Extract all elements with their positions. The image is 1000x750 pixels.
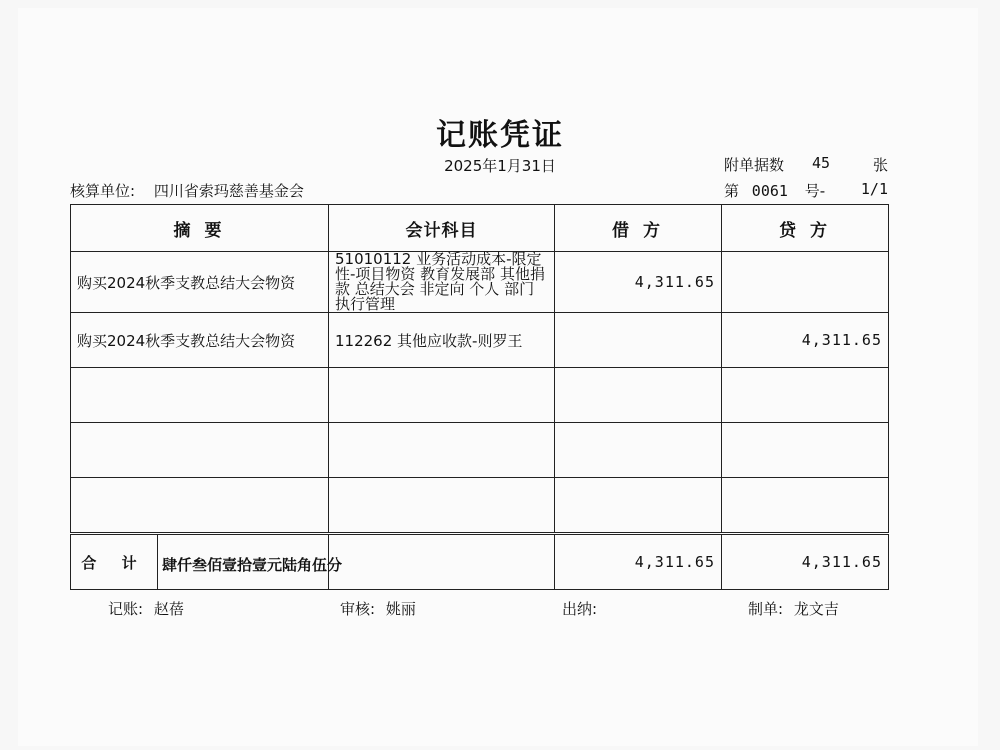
table-row [71,478,889,534]
attach-count: 45 [812,154,831,172]
no-prefix: 第 [724,182,740,200]
row-credit [722,478,889,534]
page-number: 1/1 [860,180,888,198]
preparer-signature [748,598,839,619]
row-account [329,423,555,478]
row-debit [555,313,722,368]
row-account: 51010112 业务活动成本-限定性-项目物资 教育发展部 其他捐款 总结大会 非定向 个人 部门执行管理 [329,252,555,313]
attach-unit: 张 [872,156,888,174]
row-summary [71,478,329,534]
header-credit: 贷 方 [722,205,889,252]
no-value: 0061 [751,182,788,200]
total-words-cell [329,534,555,590]
total-label: 合 计 [71,535,158,589]
reviewer-label: 审核: [340,600,376,618]
voucher-date: 2025年1月31日 [444,157,556,175]
header-account: 会计科目 [329,205,555,252]
row-summary: 购买2024秋季支教总结大会物资 [71,313,329,368]
voucher-number [724,180,888,201]
row-debit: 4,311.65 [555,252,722,313]
row-account: 112262 其他应收款-则罗王 [329,313,555,368]
table-row [71,313,889,368]
attachments [724,154,888,175]
total-amount-words: 肆仟叁佰壹拾壹元陆角伍分 [162,556,343,574]
accounting-unit [70,180,304,201]
row-credit [722,368,889,423]
unit-name: 四川省索玛慈善基金会 [153,182,304,200]
row-debit [555,478,722,534]
row-account [329,368,555,423]
unit-label: 核算单位: [70,182,136,200]
row-debit [555,423,722,478]
table-row [71,423,889,478]
reviewer-name: 姚丽 [385,600,416,618]
row-summary [71,368,329,423]
table-row [71,252,889,313]
row-summary: 购买2024秋季支教总结大会物资 [71,252,329,313]
table-row [71,368,889,423]
header-debit: 借 方 [555,205,722,252]
row-debit [555,368,722,423]
total-credit: 4,311.65 [722,534,889,590]
preparer-label: 制单: [748,600,784,618]
row-credit [722,423,889,478]
bookkeeper-signature [108,598,184,619]
cashier-signature [562,598,603,619]
header-summary: 摘 要 [71,205,329,252]
bookkeeper-name: 赵蓓 [153,600,184,618]
cashier-label: 出纳: [562,600,598,618]
reviewer-signature [340,598,416,619]
attach-label: 附单据数 [724,156,785,174]
row-credit: 4,311.65 [722,313,889,368]
row-account [329,478,555,534]
voucher-table [70,204,889,590]
preparer-name: 龙文吉 [793,600,839,618]
table-header [71,205,889,252]
total-debit: 4,311.65 [555,534,722,590]
no-suffix: 号- [804,182,826,200]
bookkeeper-label: 记账: [108,600,144,618]
row-summary [71,423,329,478]
row-credit [722,252,889,313]
voucher-title: 记账凭证 [436,118,564,153]
